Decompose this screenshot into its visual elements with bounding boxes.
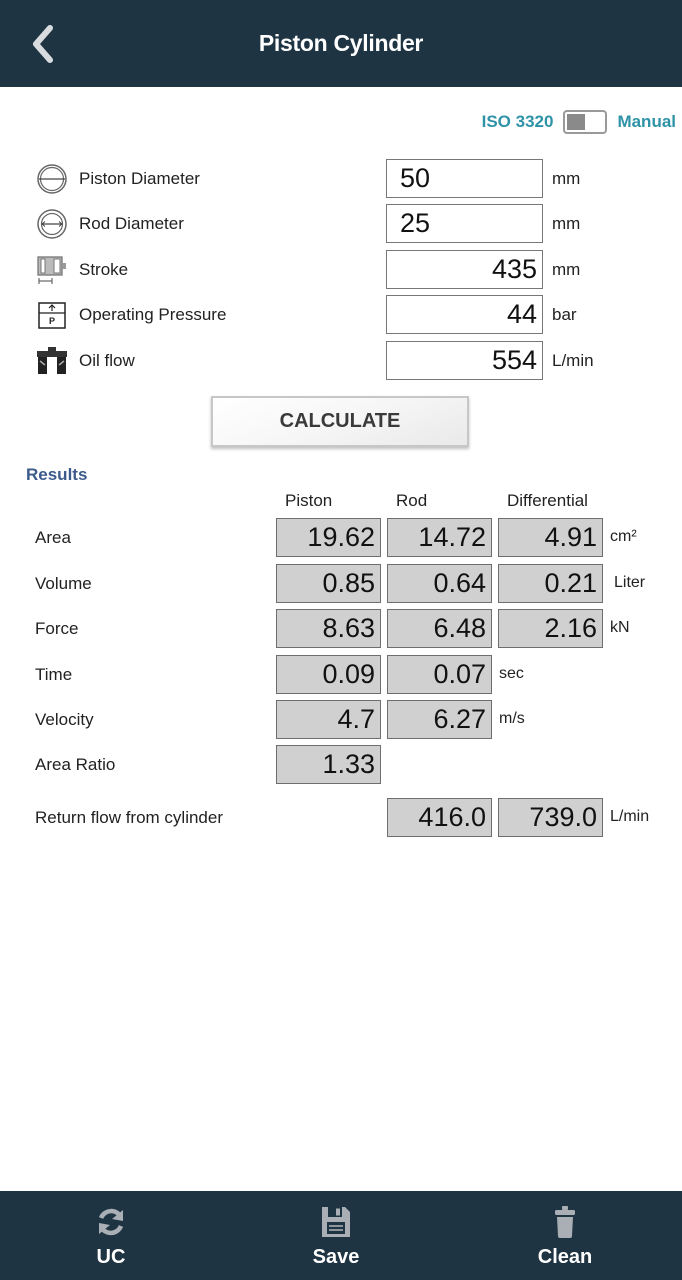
- input-row-operating-pressure: [0, 295, 682, 335]
- save-icon: [319, 1205, 353, 1239]
- uc-button[interactable]: [41, 1191, 181, 1280]
- result-unit: Liter: [614, 574, 646, 591]
- column-header-differential: Differential: [507, 491, 588, 510]
- result-unit: kN: [610, 619, 630, 636]
- result-unit: L/min: [610, 808, 650, 825]
- oil-flow-unit: L/min: [552, 351, 594, 370]
- mode-toggle[interactable]: [563, 110, 607, 134]
- bottom-toolbar: [0, 1191, 682, 1280]
- area-differential-value: 4.91: [498, 518, 603, 557]
- rod-diameter-icon: [36, 208, 68, 240]
- rod-diameter-label: Rod Diameter: [79, 214, 184, 233]
- oil-flow-label: Oil flow: [79, 351, 135, 370]
- input-row-piston-diameter: [0, 159, 682, 199]
- piston-diameter-label: Piston Diameter: [79, 169, 200, 188]
- piston-diameter-icon: [36, 163, 68, 195]
- result-row-area: [0, 518, 682, 558]
- input-row-rod-diameter: [0, 204, 682, 244]
- result-label: Time: [35, 665, 73, 684]
- velocity-piston-value: 4.7: [276, 700, 381, 739]
- toggle-knob: [567, 114, 585, 130]
- result-unit: cm²: [610, 528, 637, 545]
- time-piston-value: 0.09: [276, 655, 381, 694]
- area-piston-value: 19.62: [276, 518, 381, 557]
- result-label: Return flow from cylinder: [35, 808, 224, 827]
- piston-diameter-input[interactable]: 50: [386, 159, 543, 198]
- result-row-force: [0, 609, 682, 649]
- time-rod-value: 0.07: [387, 655, 492, 694]
- operating-pressure-unit: bar: [552, 305, 577, 324]
- stroke-label: Stroke: [79, 260, 129, 279]
- rod-diameter-unit: mm: [552, 214, 581, 233]
- save-label: Save: [312, 1246, 360, 1268]
- result-row-area-ratio: [0, 745, 682, 785]
- oil-flow-icon: [36, 345, 68, 377]
- results-heading: Results: [26, 465, 88, 484]
- calculate-button[interactable]: CALCULATE: [211, 396, 469, 447]
- iso-mode-label: ISO 3320: [481, 112, 554, 131]
- result-row-time: [0, 655, 682, 695]
- area-rod-value: 14.72: [387, 518, 492, 557]
- svg-text:P: P: [48, 316, 56, 326]
- column-header-rod: Rod: [396, 491, 428, 510]
- volume-rod-value: 0.64: [387, 564, 492, 603]
- result-label: Force: [35, 619, 79, 638]
- refresh-icon: [94, 1205, 128, 1239]
- result-label: Area: [35, 528, 71, 547]
- pressure-icon: [36, 299, 68, 331]
- manual-mode-label: Manual: [617, 112, 676, 131]
- result-unit: m/s: [499, 710, 525, 727]
- stroke-input[interactable]: 435: [386, 250, 543, 289]
- stroke-unit: mm: [552, 260, 581, 279]
- piston-diameter-unit: mm: [552, 169, 581, 188]
- clean-button[interactable]: [495, 1191, 635, 1280]
- column-header-piston: Piston: [285, 491, 333, 510]
- operating-pressure-label: Operating Pressure: [79, 305, 227, 324]
- page-title: Piston Cylinder: [258, 30, 424, 56]
- trash-icon: [548, 1205, 582, 1239]
- force-differential-value: 2.16: [498, 609, 603, 648]
- top-app-bar: [0, 0, 682, 87]
- stroke-icon: [36, 254, 68, 286]
- result-row-velocity: [0, 700, 682, 740]
- volume-differential-value: 0.21: [498, 564, 603, 603]
- operating-pressure-input[interactable]: 44: [386, 295, 543, 334]
- velocity-rod-value: 6.27: [387, 700, 492, 739]
- result-unit: sec: [499, 665, 524, 682]
- result-label: Velocity: [35, 710, 94, 729]
- result-row-return-flow: [0, 798, 682, 838]
- clean-label: Clean: [537, 1246, 593, 1268]
- rod-diameter-input[interactable]: 25: [386, 204, 543, 243]
- save-button[interactable]: [266, 1191, 406, 1280]
- area-ratio-value: 1.33: [276, 745, 381, 784]
- force-rod-value: 6.48: [387, 609, 492, 648]
- input-row-oil-flow: [0, 341, 682, 381]
- uc-label: UC: [96, 1246, 126, 1268]
- result-label: Volume: [35, 574, 92, 593]
- volume-piston-value: 0.85: [276, 564, 381, 603]
- oil-flow-input[interactable]: 554: [386, 341, 543, 380]
- result-row-volume: [0, 564, 682, 604]
- mode-switch-row: [482, 108, 676, 136]
- input-row-stroke: [0, 250, 682, 290]
- return-flow-rod-value: 416.0: [387, 798, 492, 837]
- force-piston-value: 8.63: [276, 609, 381, 648]
- result-label: Area Ratio: [35, 755, 116, 774]
- return-flow-differential-value: 739.0: [498, 798, 603, 837]
